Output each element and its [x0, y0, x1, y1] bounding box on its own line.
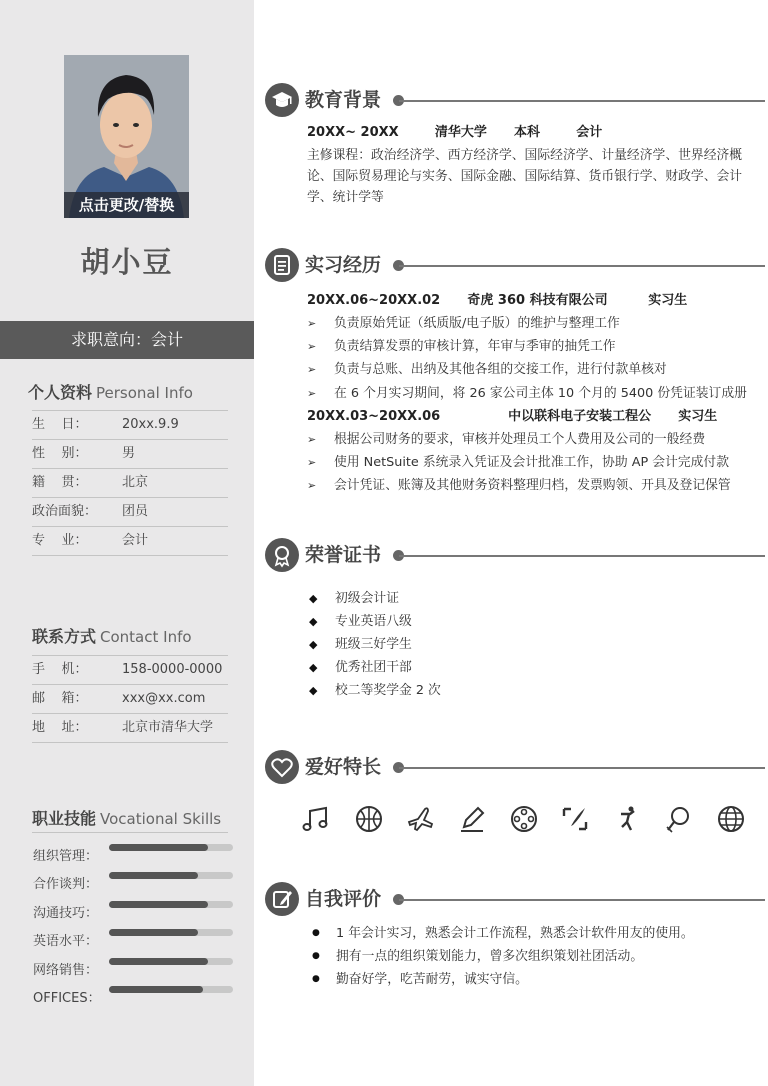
- contact-row-phone: [32, 656, 228, 685]
- skill-label: 组织管理：: [33, 849, 99, 864]
- contact-info-list: [32, 655, 228, 743]
- skill-bar-fill: [109, 844, 208, 851]
- row-value: 团员: [122, 504, 149, 519]
- candidate-name: 胡小豆: [80, 245, 174, 279]
- row-key: 生 日：: [32, 417, 88, 432]
- list-item: ● 勤奋好学，吃苦耐劳，诚实守信。: [307, 968, 747, 991]
- list-item: ◆ 专业英语八级: [307, 610, 607, 633]
- hobbies-header: [265, 750, 765, 786]
- honors-header: [265, 538, 765, 574]
- list-item: ◆ 校二等奖学金 2 次: [307, 679, 607, 702]
- row-key: 手 机：: [32, 662, 88, 677]
- skill-label: 网络销售：: [33, 962, 99, 978]
- contact-row-address: [32, 714, 228, 743]
- personal-row-birthday: [32, 411, 228, 440]
- list-item: ◆ 初级会计证: [307, 587, 607, 610]
- education-body: [307, 122, 752, 208]
- personal-info-title-en: Personal Info: [96, 384, 193, 402]
- honors-title: 荣誉证书: [305, 544, 382, 566]
- personal-row-hometown: [32, 469, 228, 498]
- row-value: 北京市清华大学: [122, 720, 214, 735]
- self-eval-list: [307, 922, 747, 991]
- skill-bar-track: [109, 986, 233, 993]
- row-key: 性 别：: [32, 446, 88, 461]
- education-headline: 20XX~ 20XX 清华大学 本科 会计: [307, 125, 603, 140]
- internship-body: [307, 289, 757, 497]
- row-value: 北京: [122, 475, 149, 490]
- personal-row-gender: [32, 440, 228, 469]
- skills-heading: [32, 806, 221, 829]
- honors-body: [307, 587, 607, 702]
- education-header: [265, 83, 765, 119]
- list-item: ◆ 优秀社团干部: [307, 656, 607, 679]
- skill-bar-track: [109, 844, 233, 851]
- internship-title: 实习经历: [305, 254, 382, 276]
- personal-info-heading: [28, 380, 193, 403]
- job-intent-banner: 求职意向：会计: [0, 321, 254, 359]
- contact-info-title: 联系方式: [32, 627, 97, 646]
- education-rule: [399, 100, 765, 102]
- personal-row-major: [32, 527, 228, 556]
- hobby-icons: [300, 803, 750, 837]
- self-eval-rule: [399, 899, 765, 901]
- skill-bar-fill: [109, 986, 203, 993]
- internship-rule: [399, 265, 765, 267]
- skill-row: [33, 952, 235, 980]
- row-value: 男: [122, 446, 136, 461]
- skill-label: 英语水平：: [33, 934, 99, 950]
- skill-bar-fill: [109, 929, 198, 936]
- globe-icon: [715, 803, 747, 835]
- skills-title-en: Vocational Skills: [100, 810, 222, 828]
- personal-row-political: [32, 498, 228, 527]
- pen-icon: [456, 803, 488, 835]
- sidebar: [0, 0, 254, 1086]
- music-icon: [300, 803, 332, 835]
- skill-row: [33, 838, 235, 866]
- hobbies-title: 爱好特长: [305, 756, 382, 778]
- honors-list: [307, 587, 607, 702]
- list-item: ➢ 会计凭证、账簿及其他财务资料整理归档，发票购领、开具及登记保管: [307, 474, 757, 497]
- badminton-icon: [663, 803, 695, 835]
- graduation-cap-icon: [265, 83, 299, 117]
- medal-icon: [265, 538, 299, 572]
- list-item: ◆ 班级三好学生: [307, 633, 607, 656]
- internship-header: [265, 248, 765, 284]
- education-title: 教育背景: [305, 89, 382, 111]
- skill-row: [33, 980, 235, 1008]
- hobbies-rule: [399, 767, 765, 769]
- photo-replace-caption[interactable]: 点击更改/替换: [64, 192, 189, 218]
- skill-bar-track: [109, 901, 233, 908]
- list-item: ➢ 负责原始凭证（纸质版/电子版）的维护与整理工作: [307, 312, 757, 335]
- skills-title: 职业技能: [32, 809, 97, 828]
- skills-list: [33, 838, 235, 1008]
- education-courses: 主修课程：政治经济学、西方经济学、国际经济学、计量经济学、世界经济概论、国际贸易理论与实务、国际金融、国际结算、货币银行学、财政学、会计学、统计学等: [307, 148, 743, 205]
- row-key: 地 址：: [32, 720, 88, 735]
- dance-icon: [612, 803, 644, 835]
- skill-label: 沟通技巧：: [33, 905, 99, 921]
- writing-icon: [559, 803, 591, 835]
- job-2-headline: 20XX.03~20XX.06 中以联科电子安装工程公 实习生: [307, 408, 718, 424]
- contact-row-email: [32, 685, 228, 714]
- contact-info-heading: [32, 624, 192, 647]
- list-item: ➢ 使用 NetSuite 系统录入凭证及会计批准工作，协助 AP 会计完成付款: [307, 451, 757, 474]
- personal-info-list: [32, 410, 228, 556]
- list-item: ● 拥有一点的组织策划能力，曾多次组织策划社团活动。: [307, 945, 747, 968]
- skill-bar-fill: [109, 958, 208, 965]
- list-item: ➢ 在 6 个月实习期间，将 26 家公司主体 10 个月的 5400 份凭证装订成册: [307, 382, 757, 405]
- honors-rule: [399, 555, 765, 557]
- row-key: 政治面貌：: [32, 504, 98, 519]
- skill-label: 合作谈判：: [33, 877, 99, 893]
- airplane-icon: [405, 803, 437, 835]
- heart-icon: [265, 750, 299, 784]
- edit-icon: [265, 882, 299, 916]
- contact-info-title-en: Contact Info: [100, 628, 192, 646]
- skill-row: [33, 866, 235, 894]
- row-key: 邮 箱：: [32, 691, 88, 706]
- document-icon: [265, 248, 299, 282]
- self-eval-body: [307, 922, 747, 991]
- job-2-duties: [307, 428, 757, 498]
- row-value: xxx@xx.com: [122, 691, 206, 706]
- row-value: 158-0000-0000: [122, 662, 223, 677]
- list-item: ● 1 年会计实习，熟悉会计工作流程，熟悉会计软件用友的使用。: [307, 922, 747, 945]
- skill-row: [33, 895, 235, 923]
- list-item: ➢ 根据公司财务的要求，审核并处理员工个人费用及公司的一般经费: [307, 428, 757, 451]
- self-eval-header: [265, 882, 765, 918]
- skill-label: OFFICES：: [33, 990, 101, 1006]
- skill-bar-fill: [109, 872, 198, 879]
- skill-bar-fill: [109, 901, 208, 908]
- film-reel-icon: [508, 803, 540, 835]
- personal-info-title: 个人资料: [28, 383, 93, 402]
- row-key: 专 业：: [32, 533, 88, 548]
- list-item: ➢ 负责与总账、出纳及其他各组的交接工作，进行付款单核对: [307, 358, 757, 381]
- list-item: ➢ 负责结算发票的审核计算，年审与季审的抽凭工作: [307, 335, 757, 358]
- skill-bar-track: [109, 929, 233, 936]
- skill-bar-track: [109, 958, 233, 965]
- skill-row: [33, 923, 235, 951]
- profile-photo[interactable]: [64, 55, 189, 218]
- row-value: 20xx.9.9: [122, 417, 179, 432]
- job-1-duties: [307, 312, 757, 405]
- basketball-icon: [353, 803, 385, 835]
- job-1-headline: 20XX.06~20XX.02 奇虎 360 科技有限公司 实习生: [307, 293, 688, 308]
- row-key: 籍 贯：: [32, 475, 88, 490]
- skills-divider: [32, 832, 228, 833]
- self-eval-title: 自我评价: [305, 888, 382, 910]
- row-value: 会计: [122, 533, 149, 548]
- skill-bar-track: [109, 872, 233, 879]
